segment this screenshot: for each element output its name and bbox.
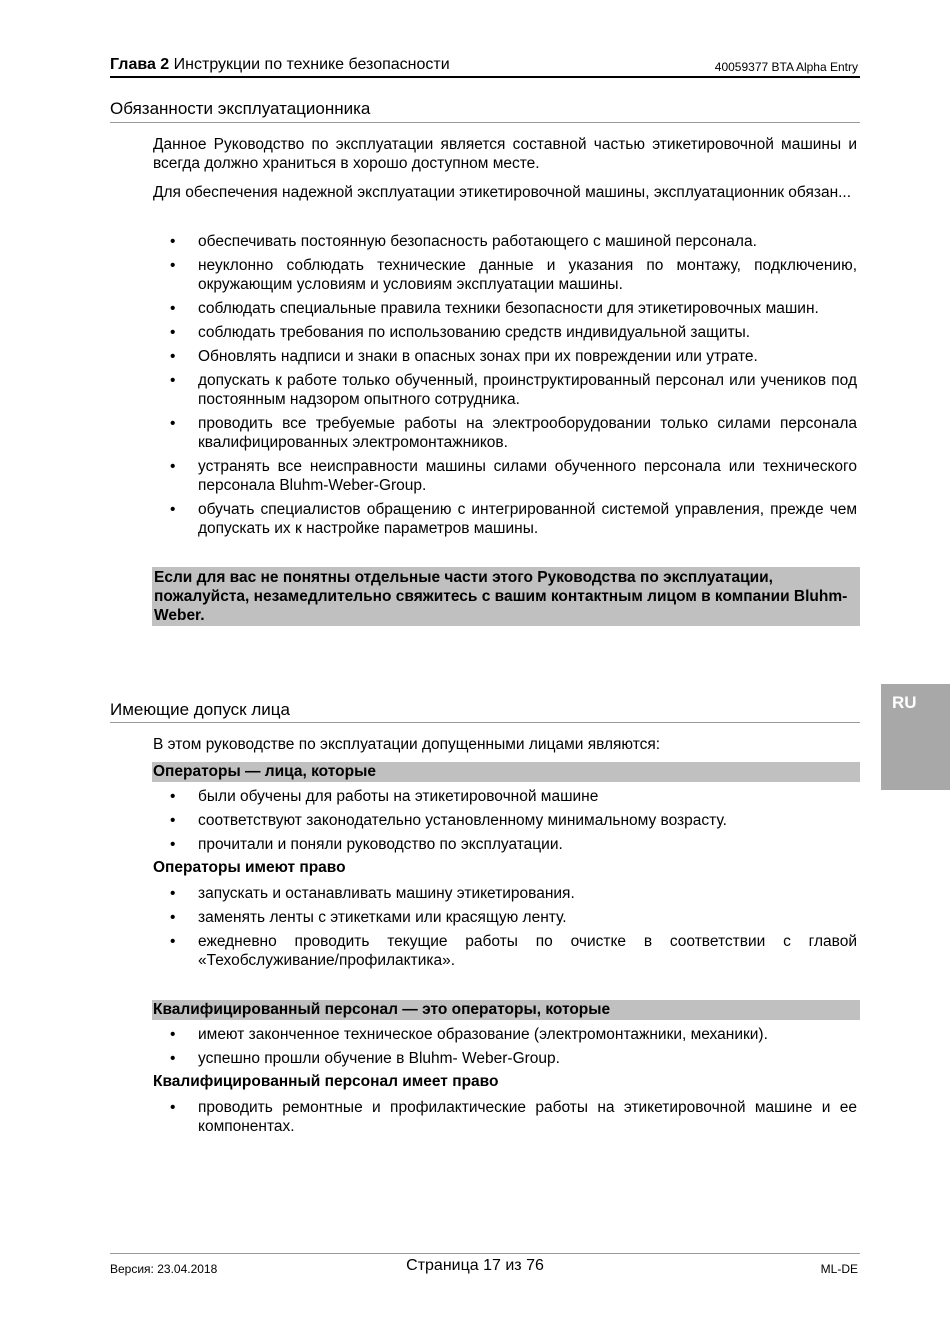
list-item: • проводить ремонтные и профилактические работы на этикетировочной машине и ее компонентах. bbox=[153, 1098, 857, 1136]
list-item: • устранять все неисправности машины силами обученного персонала или технического персонала Bluhm-Weber-Group. bbox=[153, 457, 857, 495]
list-item: • обеспечивать постоянную безопасность работающего с машиной персонала. bbox=[153, 232, 857, 251]
footer-page-number: Страница 17 из 76 bbox=[406, 1257, 544, 1274]
qualified-heading: Квалифицированный персонал — это операторы, которые bbox=[152, 1000, 860, 1020]
chapter-label: Глава 2 bbox=[110, 56, 170, 73]
qualified-rights-heading: Квалифицированный персонал имеет право bbox=[153, 1073, 499, 1090]
list-item: • соблюдать требования по использованию средств индивидуальной защиты. bbox=[153, 323, 857, 342]
paragraph-authorized-intro: В этом руководстве по эксплуатации допущенными лицами являются: bbox=[153, 736, 661, 753]
section-title-authorized-persons: Имеющие допуск лица bbox=[110, 700, 290, 719]
section-title-operator-duties: Обязанности эксплуатационника bbox=[110, 99, 371, 118]
list-item: • прочитали и поняли руководство по эксплуатации. bbox=[153, 835, 857, 854]
list-item: • соответствуют законодательно установленному минимальному возрасту. bbox=[153, 811, 857, 830]
operators-list bbox=[153, 787, 857, 859]
list-item: • неуклонно соблюдать технические данные и указания по монтажу, подключению, окружающим условиям и условиям эксплуатации машины. bbox=[153, 256, 857, 294]
list-item: • запускать и останавливать машину этикетирования. bbox=[153, 884, 857, 903]
list-item: • проводить все требуемые работы на электрооборудовании только силами персонала квалифицированных электромонтажников. bbox=[153, 414, 857, 452]
list-item: • допускать к работе только обученный, проинструктированный персонал или учеников под постоянным надзором опытного сотрудника. bbox=[153, 371, 857, 409]
section-divider bbox=[110, 122, 860, 123]
qualified-list bbox=[153, 1025, 857, 1073]
language-tab bbox=[881, 684, 950, 790]
list-item: • заменять ленты с этикетками или красящую ленту. bbox=[153, 908, 857, 927]
list-item: • ежедневно проводить текущие работы по очистке в соответствии с главой «Техобслуживание/профилактика». bbox=[153, 932, 857, 970]
list-item: • успешно прошли обучение в Bluhm- Weber-Group. bbox=[153, 1049, 857, 1068]
footer-divider bbox=[110, 1253, 860, 1254]
paragraph-intro: Данное Руководство по эксплуатации является составной частью этикетировочной машины и всегда должно храниться в хорошо доступном месте. bbox=[153, 136, 857, 172]
section-divider bbox=[110, 722, 860, 723]
qualified-rights-list bbox=[153, 1098, 857, 1141]
page-header-chapter bbox=[110, 56, 450, 74]
list-item: • Обновлять надписи и знаки в опасных зонах при их повреждении или утрате. bbox=[153, 347, 857, 366]
duties-list bbox=[153, 232, 857, 543]
list-item: • были обучены для работы на этикетировочной машине bbox=[153, 787, 857, 806]
list-item: • обучать специалистов обращению с интегрированной системой управления, прежде чем допускать их к настройке параметров машины. bbox=[153, 500, 857, 538]
contact-notice: Если для вас не понятны отдельные части этого Руководства по эксплуатации, пожалуйста, незамедлительно свяжитесь с вашим контактным лицом в компании Bluhm-Weber. bbox=[152, 567, 860, 626]
list-item: • имеют законченное техническое образование (электромонтажники, механики). bbox=[153, 1025, 857, 1044]
header-divider bbox=[110, 76, 860, 78]
language-tab-label: RU bbox=[892, 693, 917, 712]
paragraph-obligation: Для обеспечения надежной эксплуатации этикетировочной машины, эксплуатационник обязан... bbox=[153, 184, 852, 201]
operators-rights-list bbox=[153, 884, 857, 975]
list-item: • соблюдать специальные правила техники безопасности для этикетировочных машин. bbox=[153, 299, 857, 318]
footer-version: Версия: 23.04.2018 bbox=[110, 1262, 218, 1276]
document-id: 40059377 BTA Alpha Entry bbox=[714, 60, 858, 74]
footer-language-code: ML-DE bbox=[820, 1262, 858, 1276]
operators-heading: Операторы — лица, которые bbox=[152, 762, 860, 782]
chapter-title: Инструкции по технике безопасности bbox=[173, 56, 450, 73]
operators-rights-heading: Операторы имеют право bbox=[153, 859, 346, 876]
